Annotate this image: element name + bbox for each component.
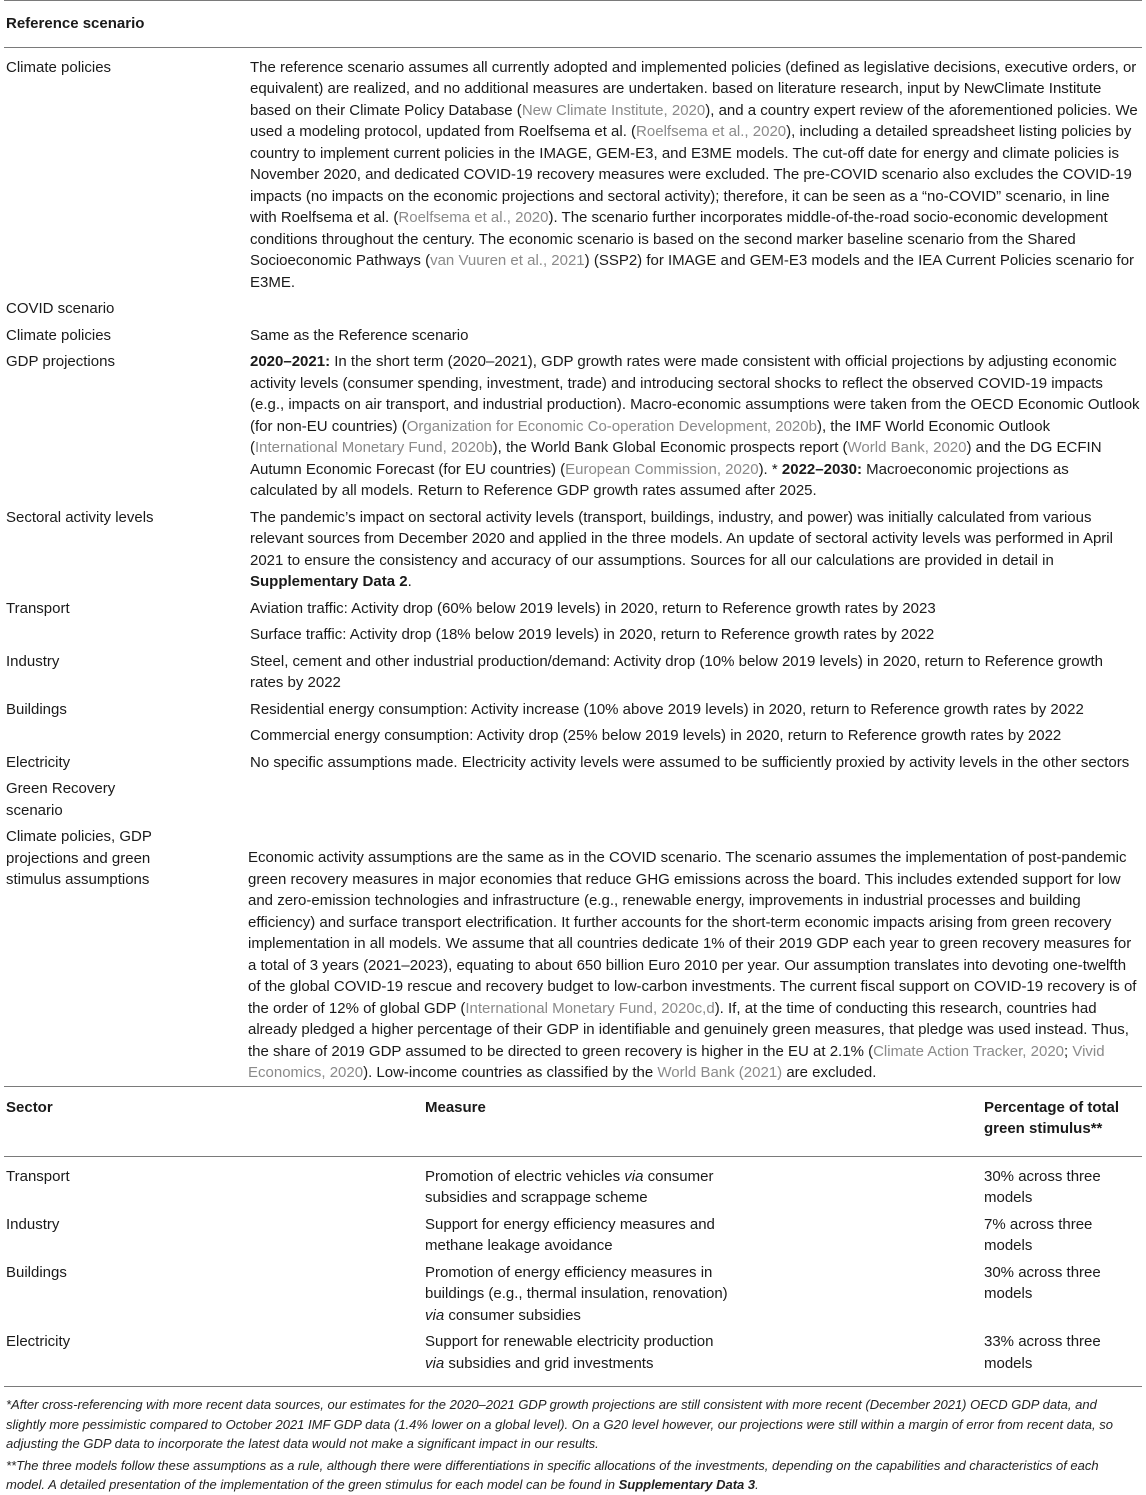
row-text: The reference scenario assumes all currently adopted and implemented policies (defined as legislative decisions, executive orders, or equivalent) are realized, and no additional measures are undertaken. based on literature research, input by NewClimate Institute based on their Climate Policy Database (New Climate Institute, 2020), and a country expert review of the aforementioned policies. We used a modeling protocol, updated from Roelfsema et al. (Roelfsema et al., 2020), including a detailed spreadsheet listing policies by country to implement current policies in the IMAGE, GEM-E3, and E3ME models. The cut-off date for energy and climate policies is November 2020, and dedicated COVID-19 recovery measures were excluded. The pre-COVID scenario also excludes the COVID-19 impacts (no impacts on the economic projections and sectoral activity); therefore, it can be seen as a “no-COVID” scenario, in line with Roelfsema et al. (Roelfsema et al., 2020). The scenario further incorporates middle-of-the-road socio-economic development conditions throughout the century. The economic scenario is based on the second marker baseline scenario from the Shared Socioeconomic Pathways (van Vuuren et al., 2021) (SSP2) for IMAGE and GEM-E3 models and the IEA Current Policies scenario for E3ME. — [250, 58, 1138, 291]
stimulus-row — [4, 1257, 1142, 1327]
sector-cell: Electricity — [6, 1333, 71, 1350]
stimulus-row — [4, 1326, 1142, 1386]
citation[interactable]: International Monetary Fund, 2020c,d — [465, 999, 715, 1017]
industry-row — [4, 646, 1142, 694]
green-recovery-row — [4, 773, 1142, 821]
percentage-cell: 7% across three models — [984, 1215, 1093, 1254]
row-label: Buildings — [6, 700, 67, 718]
row-text: Commercial energy consumption: Activity drop (25% below 2019 levels) in 2020, return to Reference growth rates by 2022 — [250, 727, 1062, 744]
citation[interactable]: World Bank, 2020 — [847, 439, 967, 456]
column-header: Measure — [425, 1098, 486, 1116]
sector-cell: Transport — [6, 1167, 70, 1185]
sector-cell: Industry — [6, 1215, 60, 1233]
buildings-row-2 — [4, 720, 1142, 747]
percentage-cell: 33% across three models — [984, 1333, 1101, 1372]
stimulus-header-row — [4, 1087, 1142, 1156]
stimulus-row — [4, 1157, 1142, 1209]
supplementary-link[interactable]: Supplementary Data 3 — [618, 1477, 756, 1492]
sectoral-activity-row — [4, 502, 1142, 593]
citation[interactable]: European Commission, 2020 — [565, 460, 759, 478]
row-label: Climate policies — [6, 58, 112, 76]
footnote-1: *After cross-referencing with more recent data sources, our estimates for the 2020–2021 GDP growth projections are still consistent with more recent (December 2021) OECD GDP data, and slightly more pessimistic compared to October 2021 IMF GDP data (1.4% lower on a global level). On a G20 level however, our projections were still within a margin of error from recent data, so adjusting the GDP data to incorporate the latest data would not make a significant impact in our results. — [6, 1397, 1113, 1451]
row-text: 2020–2021: In the short term (2020–2021), GDP growth rates were made consistent with official projections by adjusting economic activity levels (consumer spending, investment, trade) and introducing sectoral shocks to reflect the observed COVID-19 impacts (e.g., impacts on air transport, and industrial production). Macro-economic assumptions were taken from the OECD Economic Outlook (for non-EU countries) (Organization for Economic Co-operation Development, 2020b), the IMF World Economic Outlook (International Monetary Fund, 2020b), the World Bank Global Economic prospects report (World Bank, 2020) and the DG ECFIN Autumn Economic Forecast (for EU countries) (European Commission, 2020). * 2022–2030: Macroeconomic projections as calculated by all models. Return to Reference GDP growth rates assumed after 2025. — [250, 353, 1140, 499]
row-text: No specific assumptions made. Electricity activity levels were assumed to be sufficiently proxied by activity levels in the other sectors — [250, 753, 1130, 771]
measure-cell: Promotion of electric vehicles via consumer subsidies and scrappage scheme — [425, 1167, 714, 1206]
column-header: Percentage of total green stimulus** — [984, 1098, 1120, 1137]
citation[interactable]: Climate Action Tracker, 2020 — [873, 1042, 1065, 1060]
row-text: Steel, cement and other industrial production/demand: Activity drop (10% below 2019 levels) in 2020, return to Reference growth rates by 2022 — [250, 652, 1103, 691]
citation[interactable]: International Monetary Fund, 2020b — [255, 439, 493, 456]
section-label: COVID scenario — [6, 300, 115, 317]
row-label: Climate policies — [6, 326, 112, 344]
stimulus-row — [4, 1209, 1142, 1257]
transport-row — [4, 593, 1142, 620]
citation[interactable]: Roelfsema et al., 2020 — [398, 209, 549, 226]
row-label: GDP projections — [6, 353, 115, 370]
covid-climate-row — [4, 320, 1142, 347]
row-text: Economic activity assumptions are the same as in the COVID scenario. The scenario assumes the implementation of post-pandemic green recovery measures in major economies that reduce GHG emissions across the board. This includes extended support for low and zero-emission technologies and infrastructure (e.g., renewable energy, improvements in industrial processes and building efficiency) and surface transport electrification. It further accounts for the short-term economic impacts arising from green recovery implementation in all models. We assume that all countries dedicate 1% of their 2019 GDP each year to green recovery measures for a total of 3 years (2021–2023), equating to about 650 billion Euro 2010 per year. Our assumption translates into devoting one-twelfth of the global COVID-19 rescue and recovery budget to low-carbon investments. The current fiscal support on COVID-19 recovery is of the order of 12% of global GDP (International Monetary Fund, 2020c,d). If, at the time of conducting this research, countries had already pledged a higher percentage of their GDP in identifiable and genuinely green measures, that pledge was used instead. Thus, the share of 2019 GDP assumed to be directed to green recovery is higher in the EU at 2.1% (Climate Action Tracker, 2020; Vivid Economics, 2020). Low-income countries as classified by the World Bank (2021) are excluded. — [248, 849, 1137, 1081]
row-text: Same as the Reference scenario — [250, 326, 469, 344]
row-label: Transport — [6, 599, 70, 617]
row-text: The pandemic’s impact on sectoral activity levels (transport, buildings, industry, and power) was initially calculated from various relevant sources from December 2020 and applied in the three models. An update of sectoral activity levels was performed in April 2021 to ensure the consistency and accuracy of our assumptions. Sources for all our calculations are provided in detail in Supplementary Data 2. — [250, 508, 1113, 590]
reference-scenario-header: Reference scenario — [6, 15, 145, 32]
citation[interactable]: World Bank (2021) — [657, 1064, 783, 1081]
row-text: Residential energy consumption: Activity increase (10% above 2019 levels) in 2020, return to Reference growth rates by 2022 — [250, 700, 1084, 718]
measure-cell: Support for energy efficiency measures and methane leakage avoidance — [425, 1215, 715, 1254]
citation[interactable]: Roelfsema et al., 2020 — [636, 123, 787, 140]
percentage-cell: 30% across three models — [984, 1263, 1101, 1302]
citation[interactable]: Vivid Economics, 2020 — [248, 1042, 1105, 1081]
covid-scenario-row — [4, 293, 1142, 320]
citation[interactable]: van Vuuren et al., 2021 — [430, 252, 585, 269]
row-label: Industry — [6, 652, 60, 670]
row-text: Aviation traffic: Activity drop (60% below 2019 levels) in 2020, return to Reference growth rates by 2023 — [250, 599, 936, 617]
gdp-projections-row — [4, 346, 1142, 502]
green-stimulus-row — [4, 821, 1142, 1086]
percentage-cell: 30% across three models — [984, 1167, 1101, 1206]
transport-row-2 — [4, 619, 1142, 646]
buildings-row — [4, 694, 1142, 721]
row-label: Sectoral activity levels — [6, 508, 154, 526]
scenario-table — [4, 0, 1142, 1495]
supplementary-link[interactable]: Supplementary Data 2 — [250, 573, 408, 590]
reference-climate-row — [4, 48, 1142, 294]
electricity-row — [4, 747, 1142, 774]
citation[interactable]: New Climate Institute, 2020 — [521, 101, 706, 119]
row-label: Electricity — [6, 753, 71, 771]
sector-cell: Buildings — [6, 1263, 67, 1281]
citation[interactable]: Organization for Economic Co-operation Development, 2020b — [406, 417, 817, 435]
row-text: Surface traffic: Activity drop (18% below 2019 levels) in 2020, return to Reference growth rates by 2022 — [250, 626, 935, 643]
section-label: Green Recovery scenario — [6, 780, 116, 819]
measure-cell: Promotion of energy efficiency measures in buildings (e.g., thermal insulation, renovation) via consumer subsidies — [425, 1263, 728, 1324]
column-header: Sector — [6, 1098, 53, 1116]
row-label: Climate policies, GDP projections and green stimulus assumptions — [6, 828, 152, 888]
measure-cell: Support for renewable electricity production via subsidies and grid investments — [425, 1333, 714, 1372]
footnote-2: **The three models follow these assumptions as a rule, although there were differentiations in specific allocations of the investments, depending on the capabilities and characteristics of each model. A detailed presentation of the implementation of the green stimulus for each model can be found in Supplementary Data 3. — [6, 1457, 1099, 1492]
